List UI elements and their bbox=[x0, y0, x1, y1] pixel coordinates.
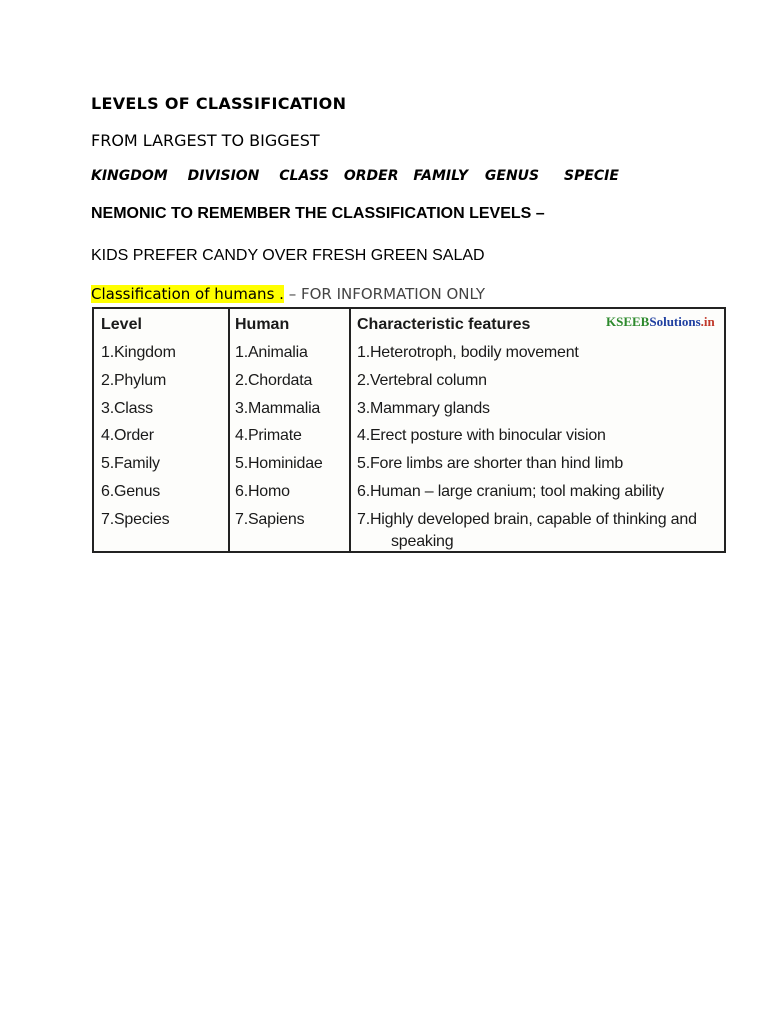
table-cell-feature: 6.Human – large cranium; tool making ability bbox=[357, 483, 664, 500]
document-subtitle: FROM LARGEST TO BIGGEST bbox=[91, 131, 320, 150]
table-cell-feature: 7.Highly developed brain, capable of thinking and bbox=[357, 511, 697, 528]
classification-levels-list bbox=[91, 168, 632, 184]
table-cell-human: 4.Primate bbox=[235, 427, 302, 444]
info-line bbox=[91, 285, 485, 303]
table-cell-human: 6.Homo bbox=[235, 483, 290, 500]
header-characteristic-features: Characteristic features bbox=[357, 316, 531, 333]
level-specie: SPECIE bbox=[564, 168, 619, 184]
level-family: FAMILY bbox=[413, 168, 469, 184]
table-cell-level: 3.Class bbox=[101, 400, 153, 417]
table-cell-feature: 1.Heterotroph, bodily movement bbox=[357, 344, 579, 361]
level-kingdom: KINGDOM bbox=[91, 168, 168, 184]
document-title: LEVELS OF CLASSIFICATION bbox=[91, 94, 347, 113]
table-cell-level: 7.Species bbox=[101, 511, 170, 528]
table-cell-human: 2.Chordata bbox=[235, 372, 313, 389]
table-cell-feature: 4.Erect posture with binocular vision bbox=[357, 427, 606, 444]
table-cell-level: 1.Kingdom bbox=[101, 344, 176, 361]
table-cell-feature: 5.Fore limbs are shorter than hind limb bbox=[357, 455, 624, 472]
level-genus: GENUS bbox=[484, 168, 540, 184]
table-cell-human: 5.Hominidae bbox=[235, 455, 323, 472]
table-cell-level: 6.Genus bbox=[101, 483, 161, 500]
human-classification-table bbox=[92, 307, 726, 553]
table-cell-level: 5.Family bbox=[101, 455, 160, 472]
table-cell-human: 3.Mammalia bbox=[235, 400, 321, 417]
table-cell-level: 4.Order bbox=[101, 427, 154, 444]
header-human: Human bbox=[235, 316, 290, 333]
header-level: Level bbox=[101, 316, 142, 333]
level-order: ORDER bbox=[343, 168, 399, 184]
mnemonic-heading: NEMONIC TO REMEMBER THE CLASSIFICATION LEVELS – bbox=[91, 205, 545, 222]
level-class: CLASS bbox=[279, 168, 329, 184]
table-cell-level: 2.Phylum bbox=[101, 372, 167, 389]
highlighted-text: Classification of humans . bbox=[91, 285, 284, 303]
table-cell-human: 1.Animalia bbox=[235, 344, 308, 361]
table-cell-feature-continuation: speaking bbox=[391, 533, 454, 550]
level-division: DIVISION bbox=[187, 168, 260, 184]
table-cell-human: 7.Sapiens bbox=[235, 511, 305, 528]
column-divider bbox=[349, 309, 351, 551]
table-cell-feature: 3.Mammary glands bbox=[357, 400, 490, 417]
mnemonic-text: KIDS PREFER CANDY OVER FRESH GREEN SALAD bbox=[91, 247, 485, 264]
kseebsolutions-watermark: KSEEBSolutions.in bbox=[606, 314, 715, 329]
info-note: – FOR INFORMATION ONLY bbox=[283, 285, 486, 303]
column-divider bbox=[228, 309, 230, 551]
table-cell-feature: 2.Vertebral column bbox=[357, 372, 487, 389]
